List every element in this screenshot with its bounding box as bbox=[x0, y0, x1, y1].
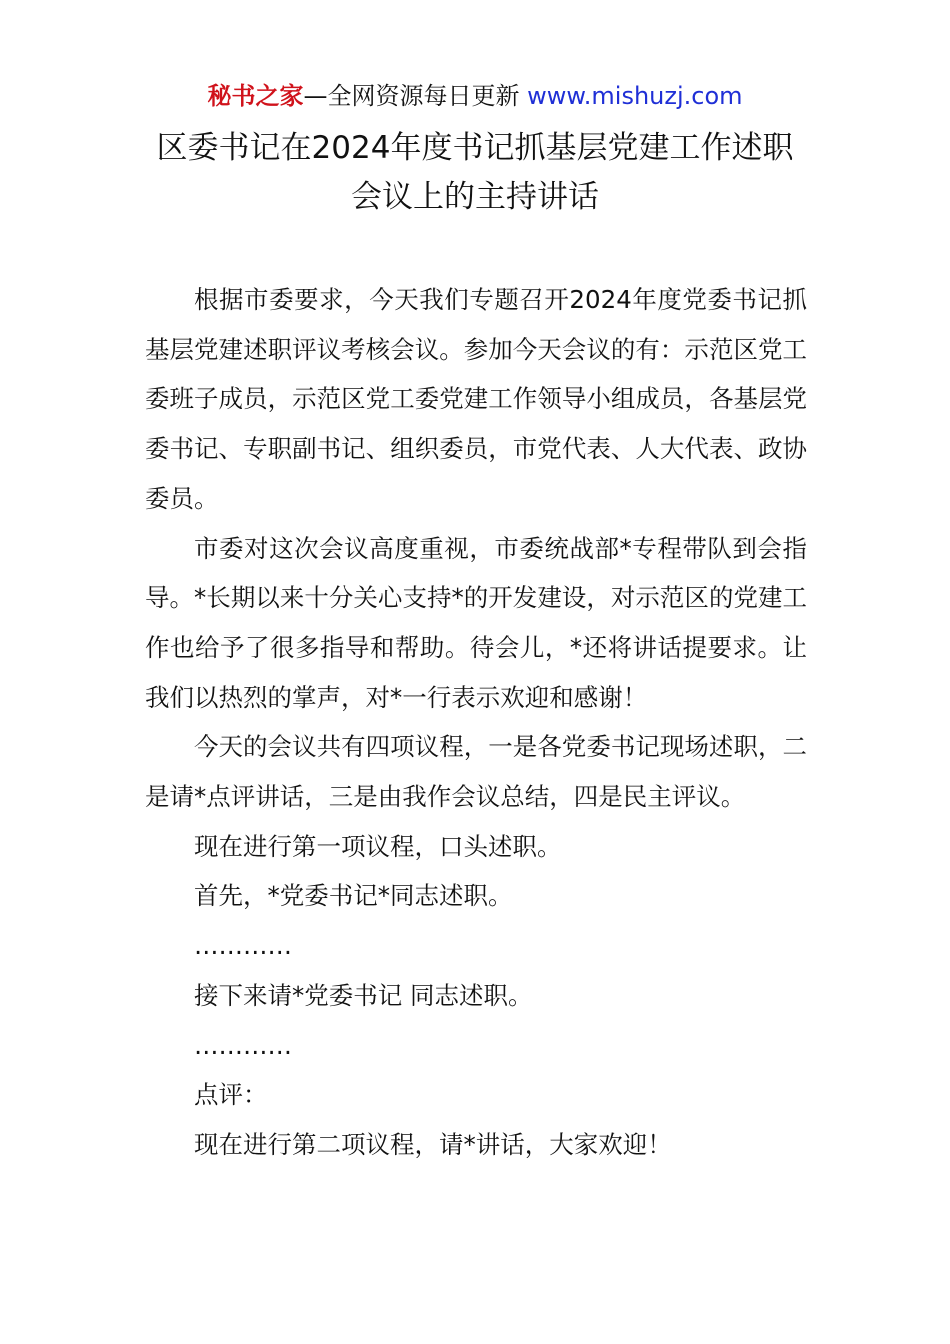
site-banner bbox=[0, 80, 950, 112]
document-title-line-1: 区委书记在2024年度书记抓基层党建工作述职 bbox=[156, 130, 794, 166]
paragraph-ellipsis-1: ………… bbox=[194, 931, 292, 961]
paragraph-review: 点评： bbox=[194, 1080, 268, 1110]
paragraph-agenda-item-2: 现在进行第二项议程，请*讲话，大家欢迎！ bbox=[194, 1129, 672, 1159]
banner-tagline: —全网资源每日更新 bbox=[303, 82, 528, 110]
paragraph-first-speaker: 首先，*党委书记*同志述职。 bbox=[194, 881, 513, 911]
paragraph-next-speaker: 接下来请*党委书记 同志述职。 bbox=[194, 980, 533, 1010]
paragraph-welcome: 市委对这次会议高度重视，市委统战部*专程带队到会指导。*长期以来十分关心支持*的开发建设，对示范区的党建工作也给予了很多指导和帮助。待会儿，*还将讲话提要求。让我们以热烈的掌声，对*一行表示欢迎和感谢！ bbox=[145, 533, 807, 712]
paragraph-ellipsis-2: ………… bbox=[194, 1030, 292, 1060]
site-url-link[interactable]: www.mishuzj.com bbox=[527, 82, 743, 110]
paragraph-intro: 根据市委要求，今天我们专题召开2024年度党委书记抓基层党建述职评议考核会议。参加今天会议的有：示范区党工委班子成员，示范区党工委党建工作领导小组成员，各基层党委书记、专职副书记、组织委员，市党代表、人大代表、政协委员。 bbox=[145, 285, 807, 513]
paragraph-agenda: 今天的会议共有四项议程，一是各党委书记现场述职，二是请*点评讲话，三是由我作会议总结，四是民主评议。 bbox=[145, 732, 807, 812]
paragraph-agenda-item-1: 现在进行第一项议程，口头述职。 bbox=[194, 831, 562, 861]
document-title-line-2: 会议上的主持讲话 bbox=[351, 179, 599, 215]
document-body bbox=[145, 275, 807, 1170]
brand-name: 秘书之家 bbox=[207, 82, 304, 110]
